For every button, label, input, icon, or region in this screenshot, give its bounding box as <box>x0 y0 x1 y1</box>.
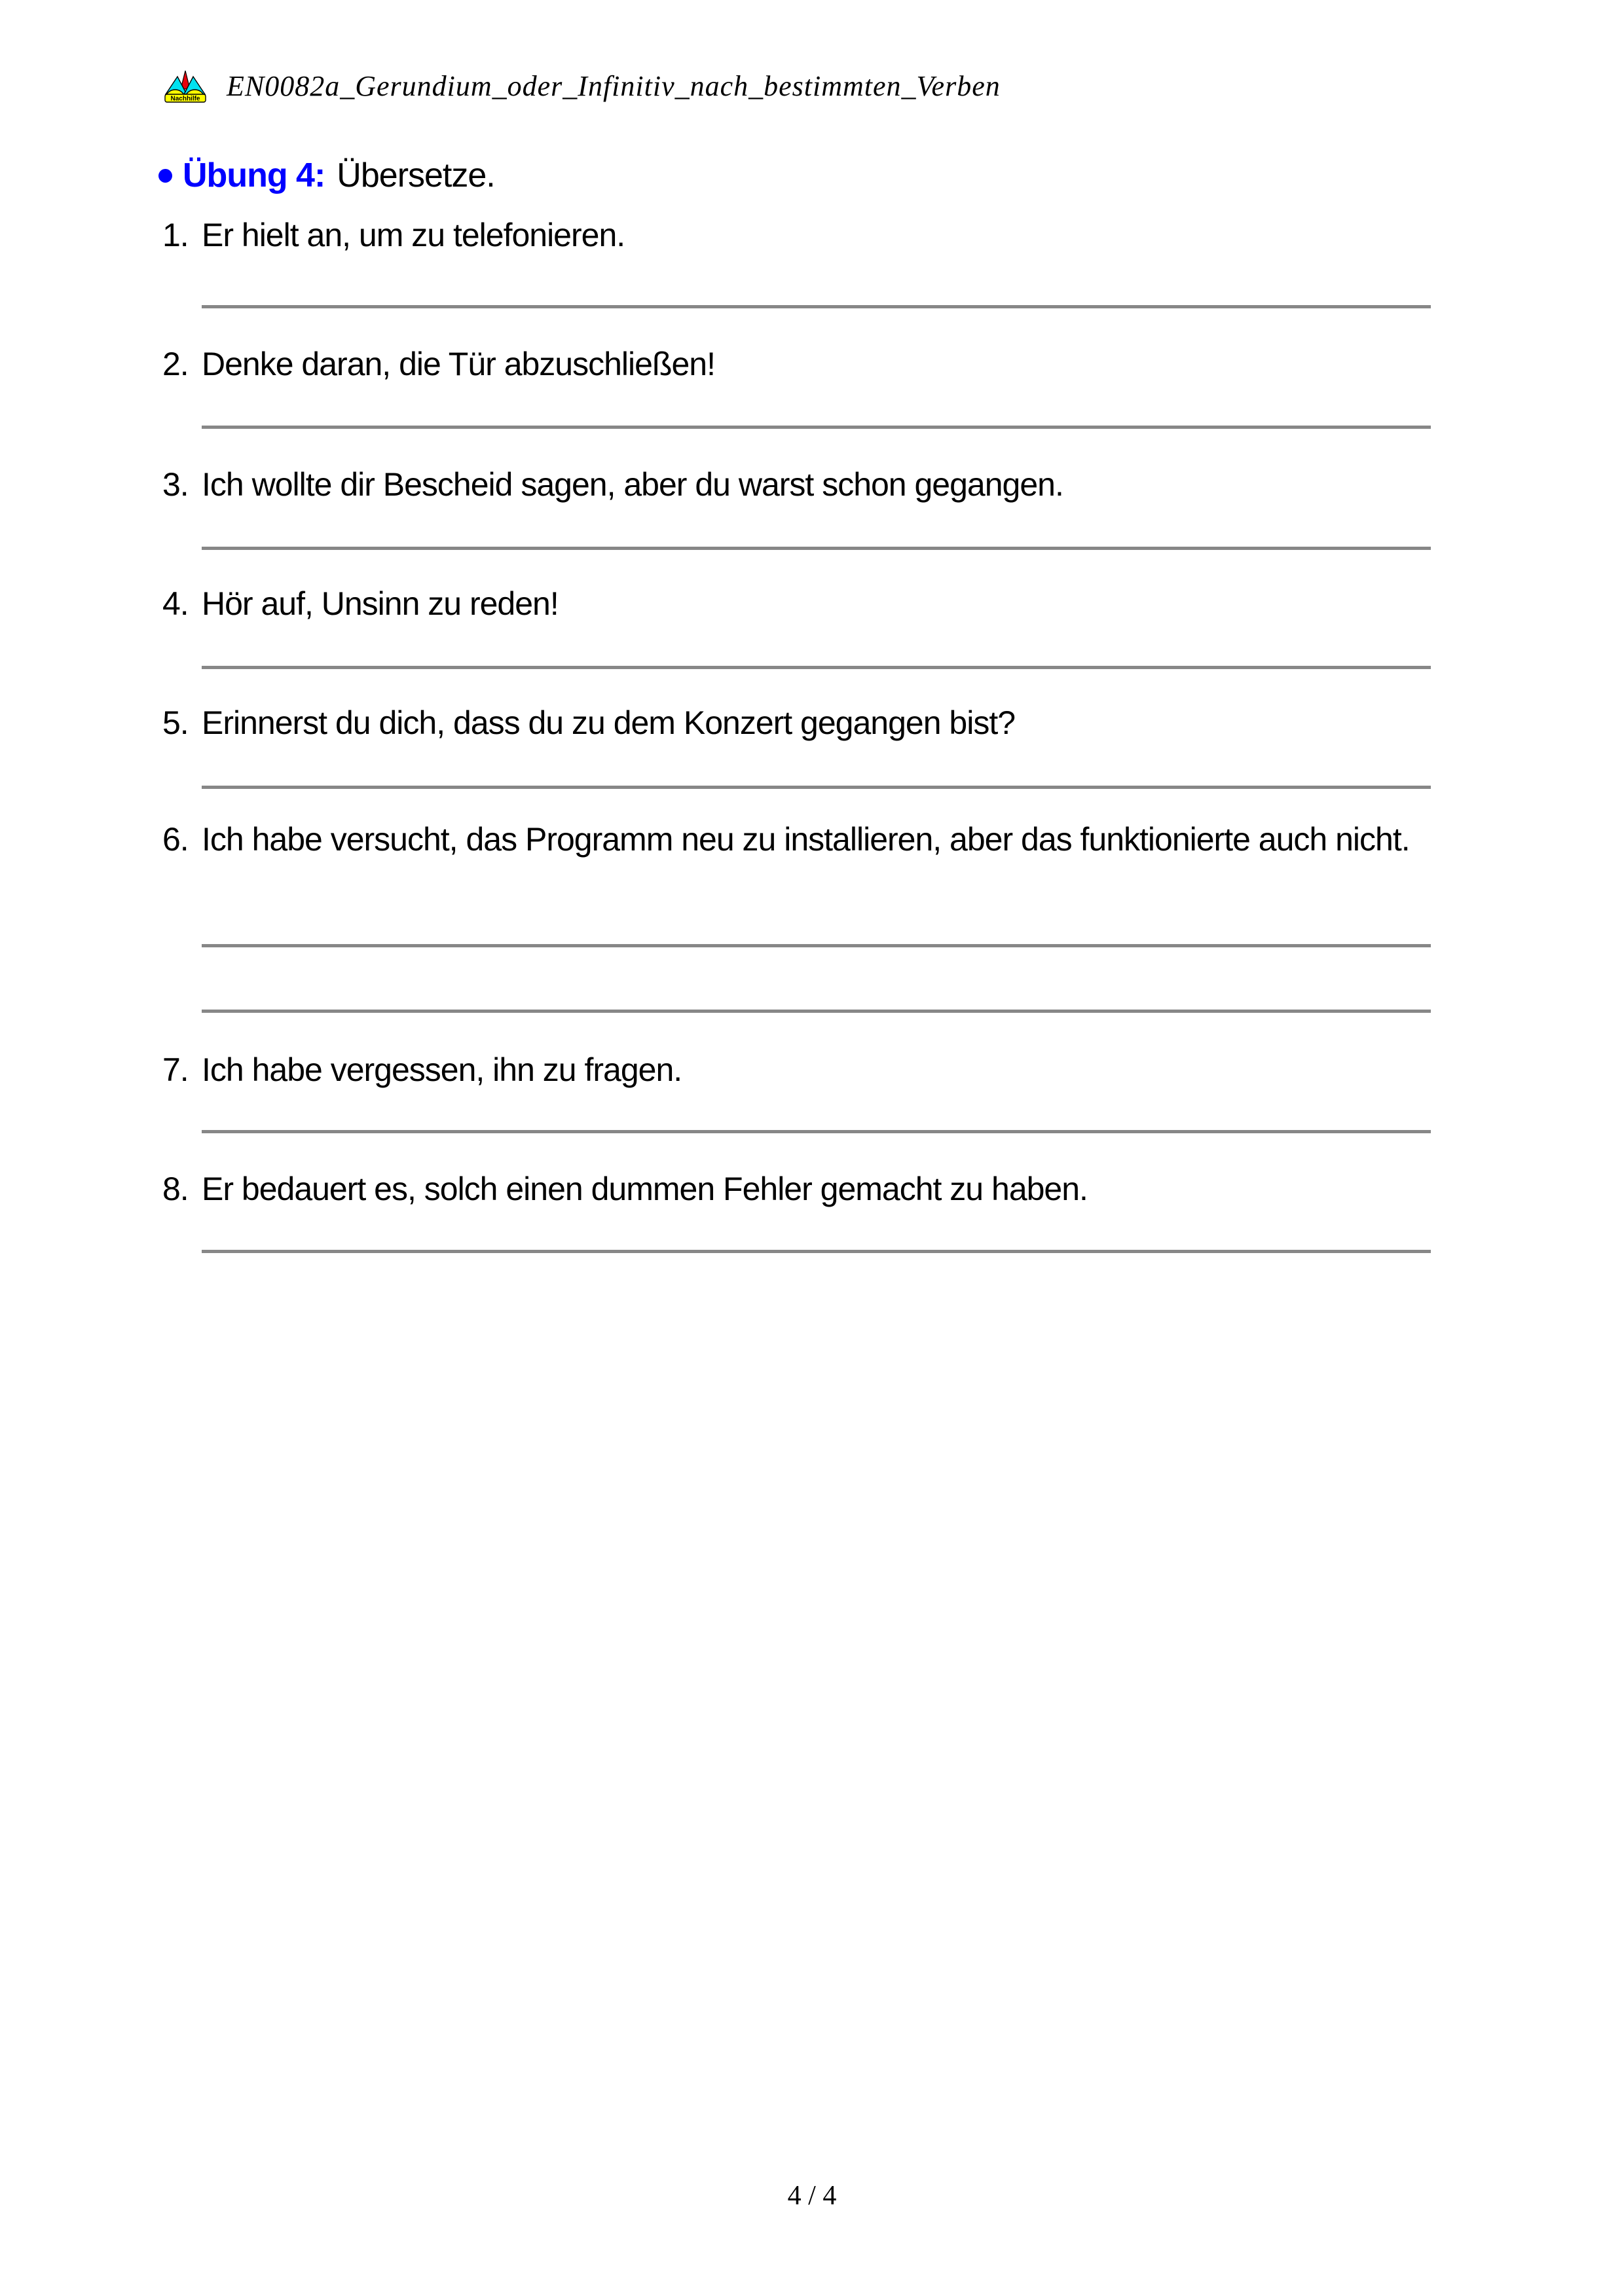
answer-line <box>202 1250 1431 1253</box>
item-number: 8. <box>162 1171 189 1207</box>
item-number: 5. <box>162 704 189 741</box>
exercise-instruction: Übersetze. <box>337 156 495 194</box>
item-number: 7. <box>162 1051 189 1088</box>
answer-line <box>202 1130 1431 1133</box>
list-item-8 <box>162 1167 1431 1211</box>
list-item-5 <box>162 701 1431 745</box>
answer-line <box>202 1010 1431 1013</box>
page-number: 4 / 4 <box>787 2181 837 2211</box>
answer-line <box>202 547 1431 550</box>
list-item-6 <box>162 817 1431 862</box>
item-text: Ich habe versucht, das Programm neu zu installieren, aber das funktionierte auch nicht. <box>202 821 1410 858</box>
nachhilfe-logo-icon <box>164 70 207 103</box>
item-number: 1. <box>162 217 189 253</box>
document-title: EN0082a_Gerundium_oder_Infinitiv_nach_bestimmten_Verben <box>227 70 1001 102</box>
item-text: Er hielt an, um zu telefonieren. <box>202 217 625 253</box>
answer-line <box>202 426 1431 429</box>
item-text: Erinnerst du dich, dass du zu dem Konzert gegangen bist? <box>202 704 1016 741</box>
item-text: Ich habe vergessen, ihn zu fragen. <box>202 1051 682 1088</box>
item-number: 4. <box>162 585 189 622</box>
item-text: Er bedauert es, solch einen dummen Fehler gemacht zu haben. <box>202 1171 1088 1207</box>
logo-label: Nachhilfe <box>170 95 200 102</box>
page-header <box>164 69 1001 103</box>
item-number: 2. <box>162 346 189 382</box>
item-text: Hör auf, Unsinn zu reden! <box>202 585 559 622</box>
exercise-label: Übung 4: <box>183 156 325 194</box>
item-number: 3. <box>162 466 189 503</box>
list-item-3 <box>162 462 1431 507</box>
list-item-1 <box>162 213 1431 257</box>
answer-line <box>202 944 1431 947</box>
exercise-heading <box>158 155 495 196</box>
list-item-7 <box>162 1048 1431 1092</box>
list-item-4 <box>162 581 1431 626</box>
answer-line <box>202 305 1431 308</box>
answer-line <box>202 666 1431 669</box>
item-text: Ich wollte dir Bescheid sagen, aber du warst schon gegangen. <box>202 466 1063 503</box>
list-item-2 <box>162 342 1431 386</box>
item-text: Denke daran, die Tür abzuschließen! <box>202 346 715 382</box>
answer-line <box>202 786 1431 789</box>
item-number: 6. <box>162 821 189 858</box>
bullet-icon <box>158 169 172 183</box>
